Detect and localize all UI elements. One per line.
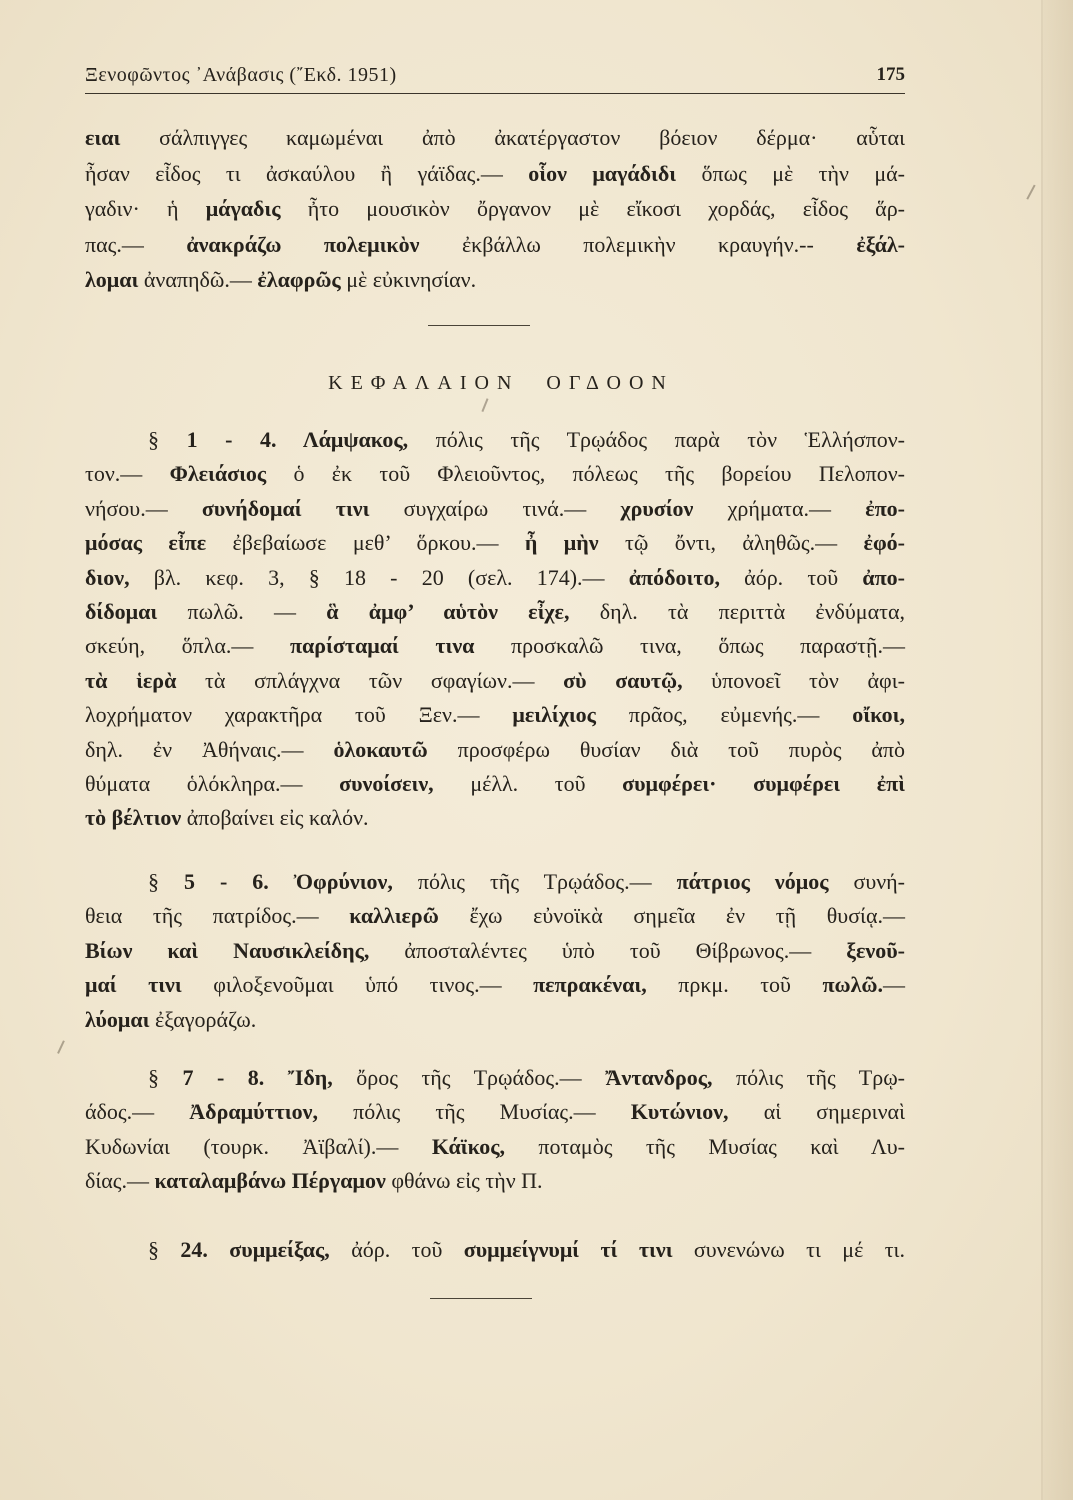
section-paragraph [85,865,905,1037]
lemma-term: ἐπο- [865,495,905,521]
lemma-term: καταλαμβάνω Πέργαμον [154,1168,386,1194]
lemma-term: Ἄντανδρος, [605,1065,713,1090]
lemma-term: Ἀδραμύττιον, [189,1099,318,1125]
page-edge-shadow [1043,0,1073,1500]
gloss-text: σάλπιγγες καμωμέναι ἀπὸ ἀκατέργαστον βόειον δέρμα· αὗται [120,125,905,150]
text-line [85,801,905,835]
gloss-text: βλ. κεφ. 3, § 18 - 20 (σελ. 174).— [129,564,629,590]
section-divider [428,325,530,326]
gloss-text: δηλ. ἐν Ἀθήναις.— [85,736,334,762]
lemma-term: συμφέρει· συμφέρει ἐπὶ [622,770,905,796]
running-head-title: Ξενοφῶντος ᾿Ανάβασις (῎Εκδ. 1951) [85,64,397,86]
lemma-term: ἐλαφρῶς [257,267,341,292]
gloss-text: ἀναπηδῶ.— [138,267,258,292]
lemma-term: 1 - 4. Λάμψακος, [186,427,409,452]
lemma-term: ξενοῦ- [846,937,905,963]
gloss-text: μέλλ. τοῦ [433,770,623,796]
text-line [85,492,905,526]
intro-paragraph [85,120,905,298]
lemma-term: καλλιερῶ [349,903,439,929]
gloss-text: γαδιν· ἡ [85,196,206,221]
text-line [85,664,905,698]
gloss-text: ὑπονοεῖ τὸν ἀφι- [682,667,905,693]
lemma-term: ἀπόδοιτο, [628,564,720,590]
lemma-term: πωλῶ. [822,972,884,998]
gloss-text: ποταμὸς τῆς Μυσίας καὶ Λυ- [504,1133,905,1159]
lemma-term: ἃ ἀμφ’ αὑτὸν εἶχε, [326,598,570,624]
gloss-text: πόλις τῆς Τρῳάδος.— [392,869,677,894]
lemma-term: ὁλοκαυτῶ [333,736,428,762]
lemma-term: λύομαι [85,1006,150,1032]
gloss-text: λοχρήματον χαρακτῆρα τοῦ Ξεν.— [85,702,513,728]
text-line [85,934,905,968]
gloss-text: τὰ σπλάγχνα τῶν σφαγίων.— [176,667,564,693]
pencil-mark [481,398,488,412]
lemma-term: ἦ μὴν [524,530,599,556]
lemma-term: πεπρακέναι, [533,972,647,998]
lemma-term: τὰ ἱερὰ [85,667,177,693]
gloss-text: πόλις τῆς Τρῳάδος παρὰ τὸν Ἑλλήσπον- [408,427,905,452]
text-line [85,1164,905,1198]
text-line [85,1003,905,1037]
lemma-term: μαί τινι [85,972,182,998]
lemma-term: μάγαδις [205,196,281,221]
text-line [85,1095,905,1129]
gloss-text: νήσου.— [85,495,202,521]
text-line [85,595,905,629]
pencil-mark [57,1040,64,1053]
gloss-text: πωλῶ. — [157,598,327,624]
lemma-term: συνήδομαί τινι [201,495,370,521]
pencil-mark [1026,185,1035,200]
lemma-term: μόσας εἶπε [85,530,207,556]
gloss-text: ὄρος τῆς Τρῳάδος.— [332,1065,606,1090]
gloss-text: συνενώνω τι μέ τι. [672,1237,905,1262]
gloss-text: πρκμ. τοῦ [646,972,823,998]
section-paragraph [85,1061,905,1199]
lemma-term: μειλίχιος [512,702,596,728]
gloss-text: θύματα ὁλόκληρα.— [85,770,340,796]
lemma-term: 5 - 6. Ὀφρύνιον, [183,869,393,894]
gloss-text: ἀποσταλέντες ὑπὸ τοῦ Θίβρωνος.— [369,937,847,963]
lemma-term: δίδομαι [85,598,158,624]
gloss-text: τον.— [85,461,170,487]
chapter-heading: ΚΕΦΑΛΑΙΟΝ ΟΓΔΟΟΝ [328,372,674,394]
gloss-text: ἐξαγοράζω. [149,1006,257,1032]
gloss-text: θεια τῆς πατρίδος.— [85,903,350,929]
text-line [85,1233,905,1267]
page-number: 175 [876,64,905,85]
gloss-text: φθάνω εἰς τὴν Π. [385,1168,543,1194]
gloss-text: πρᾶος, εὐμενής.— [595,702,853,728]
lemma-term: ἐφό- [863,530,906,556]
gloss-text: συνή- [828,869,905,894]
lemma-term: ἀνακράζω πολεμικὸν [186,231,420,257]
gloss-text: προσκαλῶ τινα, ὅπως παραστῇ.— [474,633,906,659]
lemma-term: ἀπο- [862,564,905,590]
gloss-text: Κυδωνίαι (τουρκ. Ἀϊβαλί).— [85,1133,432,1159]
gloss-text: άδος.— [85,1099,190,1125]
gloss-text: ὅπως μὲ τὴν μά- [676,160,905,186]
section-paragraph [85,423,905,836]
text-line [85,423,905,457]
text-line [85,968,905,1002]
gloss-text: σκεύη, ὅπλα.— [85,633,290,659]
text-line [85,1061,905,1095]
lemma-term: ἐξάλ- [856,231,905,257]
text-line [85,191,905,227]
lemma-term: τὸ βέλτιον [85,805,182,831]
lemma-term: 7 - 8. Ἴδη, [182,1065,333,1090]
gloss-text: πας.— [85,231,187,257]
gloss-text: § [148,869,184,894]
gloss-text: § [148,1065,183,1090]
text-line [85,120,905,156]
gloss-text: ἐκβάλλω πολεμικὴν κραυγήν.-- [419,231,857,257]
gloss-text: προσφέρω θυσίαν διὰ τοῦ πυρὸς ἀπὸ [427,736,905,762]
lemma-term: Κυτώνιον, [630,1099,729,1125]
text-line [85,629,905,663]
gloss-text: χρήματα.— [693,495,866,521]
gloss-text: ἀποβαίνει εἰς καλόν. [181,805,369,831]
text-line [85,865,905,899]
lemma-term: οἷον μαγάδιδι [528,160,677,186]
gloss-text: ἦτο μουσικὸν ὄργανον μὲ εἴκοσι χορδάς, εἶδος ἅρ- [280,196,905,221]
gloss-text: δηλ. τὰ περιττὰ ἐνδύματα, [569,598,905,624]
gloss-text: ὁ ἐκ τοῦ Φλειοῦντος, πόλεως τῆς βορείου Πελοπον- [266,461,905,487]
text-line [85,1130,905,1164]
section-paragraph [85,1233,905,1267]
text-line [85,457,905,491]
gloss-text: τῷ ὄντι, ἀληθῶς.— [598,530,864,556]
lemma-term: συνοίσειν, [339,770,434,796]
lemma-term: Κάϊκος, [431,1133,505,1159]
gloss-text: μὲ εὐκινησίαν. [340,267,477,292]
lemma-term: λομαι [85,267,139,292]
gloss-text: αἱ σημεριναὶ [728,1099,905,1125]
gloss-text: πόλις τῆς Μυσίας.— [317,1099,631,1125]
gloss-text: ἀόρ. τοῦ [719,564,863,590]
text-line [85,526,905,560]
lemma-term: ειαι [85,125,121,150]
text-line [85,899,905,933]
lemma-term: Φλειάσιος [169,461,267,487]
gloss-text: § [148,427,187,452]
gloss-text: ἀόρ. τοῦ [329,1237,464,1262]
lemma-term: διον, [85,564,130,590]
text-line [85,227,905,263]
text-line [85,561,905,595]
lemma-term: Βίων καὶ Ναυσικλείδης, [85,937,370,963]
lemma-term: σὺ σαυτῷ, [563,667,683,693]
gloss-text: φιλοξενοῦμαι ὑπό τινος.— [181,972,534,998]
gloss-text: συγχαίρω τινά.— [369,495,621,521]
text-line [85,767,905,801]
lemma-term: παρίσταμαί τινα [289,633,475,659]
gloss-text: — [883,972,906,998]
gloss-text: δίας.— [85,1168,155,1194]
text-line [85,156,905,192]
lemma-term: συμμείγνυμί τί τινι [463,1237,673,1262]
text-line [85,262,905,298]
gloss-text: § [148,1237,181,1262]
gloss-text: ἦσαν εἶδος τι ἀσκαύλου ἢ γάϊδας.— [85,160,529,186]
lemma-term: χρυσίον [620,495,694,521]
gloss-text: ἐβεβαίωσε μεθ’ ὅρκου.— [206,530,525,556]
lemma-term: οἴκοι, [852,702,906,728]
lemma-term: πάτριος νόμος [676,869,829,894]
end-divider [430,1298,532,1299]
gloss-text: ἔχω εὐνοϊκὰ σημεῖα ἐν τῇ θυσίᾳ.— [438,903,906,929]
text-line [85,733,905,767]
header-rule [85,93,905,94]
lemma-term: 24. συμμείξας, [180,1237,330,1262]
gloss-text: πόλις τῆς Τρῳ- [712,1065,906,1090]
text-line [85,698,905,732]
